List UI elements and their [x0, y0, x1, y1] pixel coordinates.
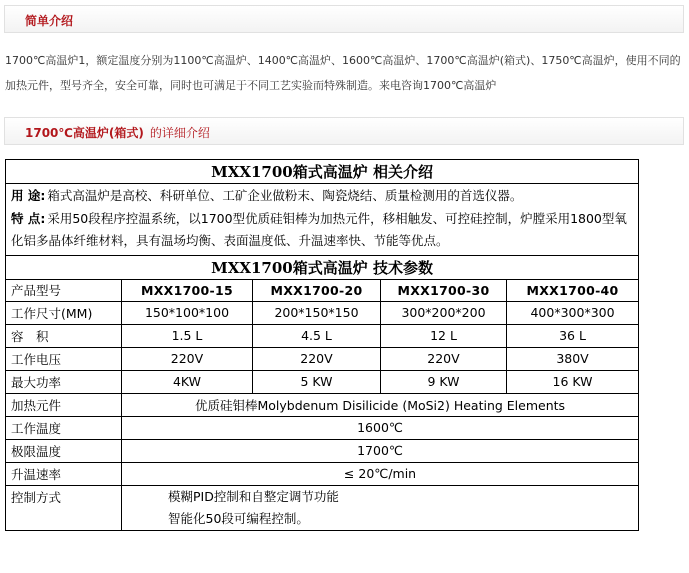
control-value — [122, 485, 639, 530]
features-paragraph — [11, 208, 634, 253]
heating-value: 优质硅钼棒Molybdenum Disilicide (MoSi2) Heating Elements — [122, 393, 639, 416]
description-cell — [6, 184, 639, 256]
intro-heading: MXX1700箱式高温炉 相关介绍 — [6, 160, 639, 184]
size-label: 工作尺寸(MM) — [6, 301, 122, 324]
spec-table — [5, 159, 639, 531]
heating-rate-label: 升温速率 — [6, 462, 122, 485]
size-cell: 200*150*150 — [253, 301, 381, 324]
model-label: 产品型号 — [6, 279, 122, 301]
heating-label: 加热元件 — [6, 393, 122, 416]
features-text: 采用50段程序控温系统，以1700型优质硅钼棒为加热元件，移相触发、可控硅控制，炉膛采用1800型氧化铝多晶体纤维材料，具有温场均衡、表面温度低、升温速率快、节能等优点。 — [11, 210, 627, 248]
brief-intro-header — [4, 5, 684, 33]
voltage-cell: 220V — [122, 347, 253, 370]
volume-cell: 12 L — [381, 324, 507, 347]
power-cell: 4KW — [122, 370, 253, 393]
model-cell: MXX1700-20 — [253, 279, 381, 301]
power-cell: 16 KW — [507, 370, 639, 393]
work-temp-value: 1600℃ — [122, 416, 639, 439]
brief-intro-title: 简单介绍 — [25, 14, 74, 28]
spec-heading: MXX1700箱式高温炉 技术参数 — [6, 255, 639, 279]
volume-cell: 4.5 L — [253, 324, 381, 347]
model-cell: MXX1700-15 — [122, 279, 253, 301]
model-cell: MXX1700-30 — [381, 279, 507, 301]
power-label: 最大功率 — [6, 370, 122, 393]
heating-rate-value: ≤ 20℃/min — [122, 462, 639, 485]
volume-cell: 36 L — [507, 324, 639, 347]
max-temp-label: 极限温度 — [6, 439, 122, 462]
usage-label: 用 途: — [11, 188, 46, 203]
power-cell: 9 KW — [381, 370, 507, 393]
volume-cell: 1.5 L — [122, 324, 253, 347]
voltage-cell: 220V — [253, 347, 381, 370]
size-cell: 400*300*300 — [507, 301, 639, 324]
work-temp-label: 工作温度 — [6, 416, 122, 439]
control-line: 模糊PID控制和自整定调节功能 — [168, 488, 339, 504]
control-label: 控制方式 — [6, 485, 122, 530]
control-line: 智能化50段可编程控制。 — [168, 510, 309, 526]
voltage-cell: 220V — [381, 347, 507, 370]
usage-paragraph — [11, 185, 634, 208]
product-name-link[interactable]: 1700℃高温炉(箱式) — [25, 126, 144, 140]
voltage-cell: 380V — [507, 347, 639, 370]
intro-paragraph: 1700℃高温炉1，额定温度分别为1100℃高温炉、1400℃高温炉、1600℃高温炉、1700℃高温炉(箱式)、1750℃高温炉，使用不同的加热元件，型号齐全，安全可靠，同时也可满足于不同工艺实验而特殊制造。来电咨询1700℃高温炉 — [5, 54, 681, 92]
detail-intro-title — [25, 124, 210, 141]
voltage-label: 工作电压 — [6, 347, 122, 370]
size-cell: 150*100*100 — [122, 301, 253, 324]
features-label: 特 点: — [11, 210, 46, 226]
detail-intro-suffix: 的详细介绍 — [149, 126, 210, 140]
max-temp-value: 1700℃ — [122, 439, 639, 462]
volume-label: 容 积 — [6, 324, 122, 347]
detail-intro-header — [4, 117, 684, 145]
model-cell: MXX1700-40 — [507, 279, 639, 301]
size-cell: 300*200*200 — [381, 301, 507, 324]
usage-text: 箱式高温炉是高校、科研单位、工矿企业做粉末、陶瓷烧结、质量检测用的首选仪器。 — [47, 188, 523, 203]
power-cell: 5 KW — [253, 370, 381, 393]
